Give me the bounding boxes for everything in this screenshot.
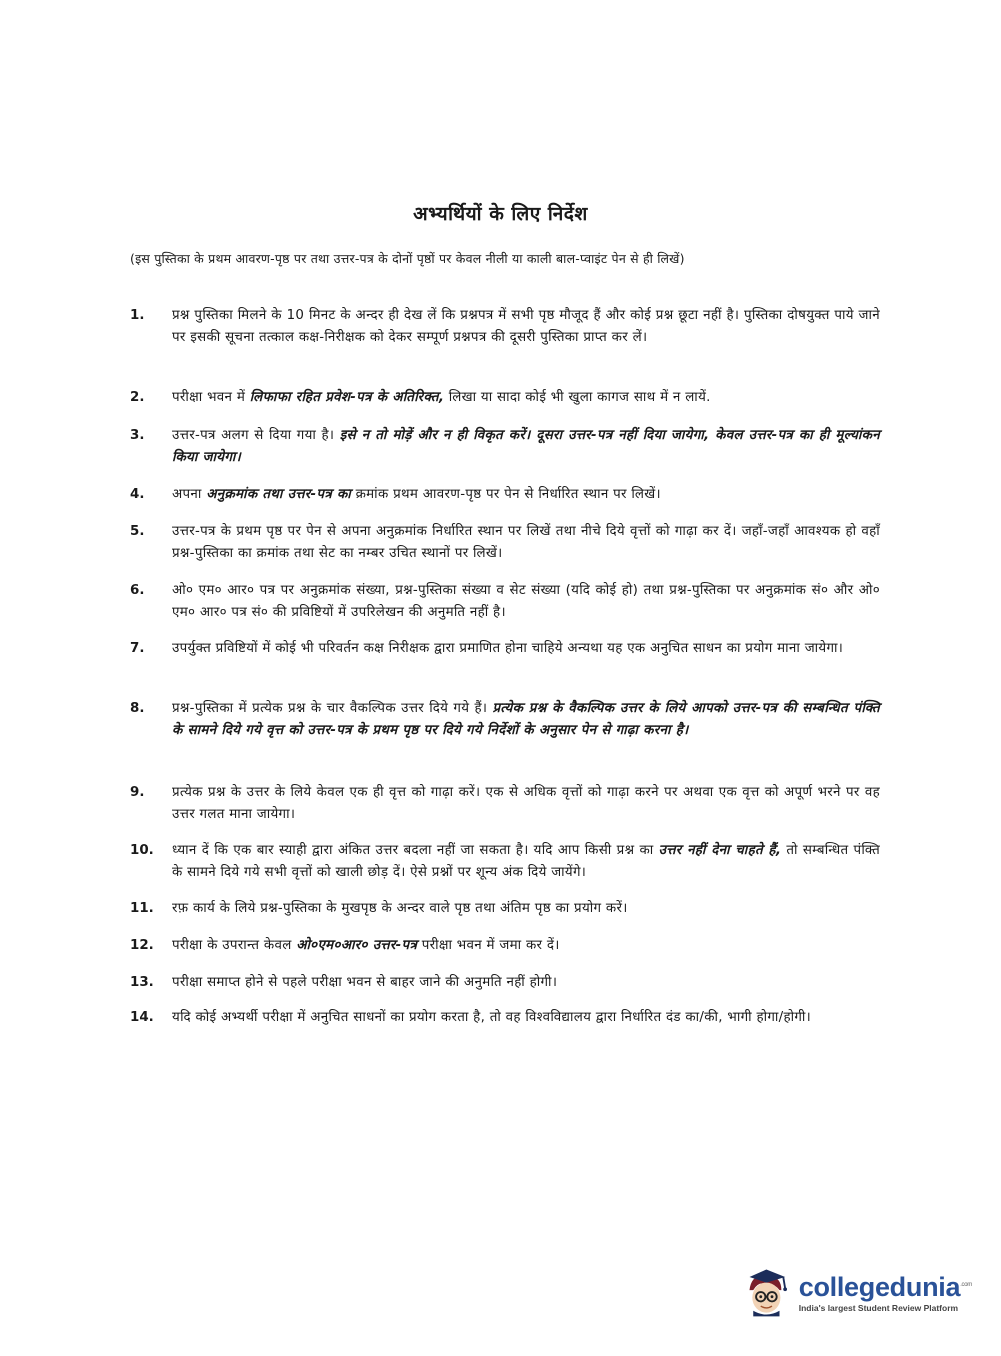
instruction-segment: परीक्षा भवन में जमा कर दें। — [417, 938, 560, 953]
instruction-item — [130, 305, 880, 349]
instruction-item — [130, 580, 880, 624]
instruction-text — [172, 840, 880, 884]
instruction-number: 13. — [130, 975, 154, 990]
instruction-item — [130, 698, 880, 742]
instruction-text — [172, 425, 880, 469]
instruction-text — [172, 935, 880, 957]
instruction-number: 9. — [130, 785, 145, 800]
instruction-item — [130, 898, 880, 920]
instruction-segment: ओ० एम० आर० पत्र पर अनुक्रमांक संख्या, प्रश्न-पुस्तिका संख्या व सेट संख्या (यदि कोई हो) तथा प्रश्न-पुस्तिका पर अनुक्रमांक सं० और ओ० एम० आर० पत्र सं० की प्रविष्टियों में उपरिलेखन की अनुमति नहीं है। — [172, 583, 880, 620]
instruction-segment: परीक्षा समाप्त होने से पहले परीक्षा भवन से बाहर जाने की अनुमति नहीं होगी। — [172, 975, 558, 990]
instruction-item — [130, 638, 880, 660]
instruction-number: 4. — [130, 487, 145, 502]
instruction-number: 12. — [130, 938, 154, 953]
instruction-text — [172, 972, 880, 994]
instruction-number: 10. — [130, 843, 154, 858]
instruction-segment: तो सम्बन्धित पंक्ति के सामने दिये गये सभी वृत्तों को खाली छोड़ दें। ऐसे प्रश्नों पर शून्य अंक दिये जायेंगे। — [172, 843, 881, 880]
instruction-emphasis: ओ०एम०आर० उत्तर-पत्र — [296, 938, 418, 953]
instruction-text — [172, 387, 880, 409]
collegedunia-watermark — [742, 1262, 972, 1322]
instruction-emphasis: लिफाफा रहित प्रवेश-पत्र के अतिरिक्त, — [249, 390, 445, 405]
instruction-number: 6. — [130, 583, 145, 598]
instruction-text — [172, 1007, 880, 1029]
watermark-domain: .com — [960, 1282, 972, 1288]
instruction-number: 5. — [130, 524, 145, 539]
instruction-item — [130, 782, 880, 826]
instruction-segment: उत्तर-पत्र के प्रथम पृष्ठ पर पेन से अपना अनुक्रमांक निर्धारित स्थान पर लिखें तथा नीचे दिये वृत्तों को गाढ़ा कर दें। जहाँ-जहाँ आवश्यक हो वहाँ प्रश्न-पुस्तिका का क्रमांक तथा सेट का नम्बर उचित स्थानों पर लिखें। — [172, 524, 880, 561]
instruction-text — [172, 305, 880, 349]
instruction-number: 7. — [130, 641, 145, 656]
instruction-segment: क्रमांक प्रथम आवरण-पृष्ठ पर पेन से निर्धारित स्थान पर लिखें। — [351, 487, 661, 502]
instruction-item — [130, 425, 880, 469]
instruction-emphasis: प्रत्येक प्रश्न के वैकल्पिक उत्तर के लिये आपको उत्तर-पत्र की सम्बन्धित पंक्ति के सामने दिये गये वृत्त को उत्तर-पत्र के प्रथम पृष्ठ पर दिये गये निर्देशों के अनुसार पेन से गाढ़ा करना है। — [172, 701, 880, 738]
instruction-text — [172, 782, 880, 826]
instruction-text — [172, 521, 880, 565]
instruction-number: 1. — [130, 308, 145, 323]
instruction-item — [130, 972, 880, 994]
instruction-segment: प्रत्येक प्रश्न के उत्तर के लिये केवल एक ही वृत्त को गाढ़ा करें। एक से अधिक वृत्तों को गाढ़ा करने पर अथवा एक वृत्त को अपूर्ण भरने पर वह उत्तर गलत माना जायेगा। — [172, 785, 880, 822]
instruction-item — [130, 935, 880, 957]
instruction-text — [172, 638, 880, 660]
instruction-text — [172, 484, 880, 506]
instruction-segment: प्रश्न-पुस्तिका में प्रत्येक प्रश्न के चार वैकल्पिक उत्तर दिये गये हैं। — [172, 701, 493, 716]
watermark-brand-name: collegedunia — [798, 1272, 961, 1302]
instruction-emphasis: इसे न तो मोड़ें और न ही विकृत करें। दूसरा उत्तर-पत्र नहीं दिया जायेगा, केवल उत्तर-पत्र का ही मूल्यांकन किया जायेगा। — [172, 428, 880, 465]
instruction-item — [130, 1007, 880, 1029]
instruction-segment: ध्यान दें कि एक बार स्याही द्वारा अंकित उत्तर बदला नहीं जा सकता है। यदि आप किसी प्रश्न का — [172, 843, 659, 858]
instruction-item — [130, 840, 880, 884]
instruction-number: 11. — [130, 901, 154, 916]
instruction-segment: परीक्षा भवन में — [172, 390, 250, 405]
instruction-item — [130, 484, 880, 506]
instruction-text — [172, 898, 880, 920]
instruction-number: 8. — [130, 701, 145, 716]
instruction-number: 2. — [130, 390, 145, 405]
instruction-segment: अपना — [172, 487, 207, 502]
instruction-emphasis: उत्तर नहीं देना चाहते हैं, — [658, 843, 782, 858]
watermark-tagline: India's largest Student Review Platform — [798, 1303, 959, 1313]
instruction-text — [172, 580, 880, 624]
instruction-segment: लिखा या सादा कोई भी खुला कागज साथ में न लायें. — [444, 390, 711, 405]
instruction-item — [130, 387, 880, 409]
instruction-segment: उपर्युक्त प्रविष्टियों में कोई भी परिवर्तन कक्ष निरीक्षक द्वारा प्रमाणित होना चाहिये अन्यथा यह एक अनुचित साधन का प्रयोग माना जायेगा। — [172, 641, 844, 656]
page-subtitle: (इस पुस्तिका के प्रथम आवरण-पृष्ठ पर तथा उत्तर-पत्र के दोनों पृष्ठों पर केवल नीली या काली बाल-प्वाइंट पेन से ही लिखें) — [130, 251, 685, 266]
instruction-text — [172, 698, 880, 742]
instruction-number: 14. — [130, 1010, 154, 1025]
student-mascot-icon — [742, 1266, 791, 1318]
instruction-number: 3. — [130, 428, 145, 443]
page-title: अभ्यर्थियों के लिए निर्देश — [413, 203, 588, 225]
instruction-segment: यदि कोई अभ्यर्थी परीक्षा में अनुचित साधनों का प्रयोग करता है, तो वह विश्वविद्यालय द्वारा निर्धारित दंड का/की, भागी होगा/होगी। — [172, 1010, 812, 1025]
instruction-segment: उत्तर-पत्र अलग से दिया गया है। — [172, 428, 340, 443]
instruction-item — [130, 521, 880, 565]
instruction-segment: परीक्षा के उपरान्त केवल — [172, 938, 297, 953]
instruction-emphasis: अनुक्रमांक तथा उत्तर-पत्र का — [206, 487, 352, 502]
instruction-segment: रफ़ कार्य के लिये प्रश्न-पुस्तिका के मुखपृष्ठ के अन्दर वाले पृष्ठ तथा अंतिम पृष्ठ का प्रयोग करें। — [172, 901, 628, 916]
instruction-segment: प्रश्न पुस्तिका मिलने के 10 मिनट के अन्दर ही देख लें कि प्रश्नपत्र में सभी पृष्ठ मौजूद हैं और कोई प्रश्न छूटा नहीं है। पुस्तिका दोषयुक्त पाये जाने पर इसकी सूचना तत्काल कक्ष-निरीक्षक को देकर सम्पूर्ण प्रश्नपत्र की दूसरी पुस्तिका प्राप्त कर लें। — [172, 308, 880, 345]
